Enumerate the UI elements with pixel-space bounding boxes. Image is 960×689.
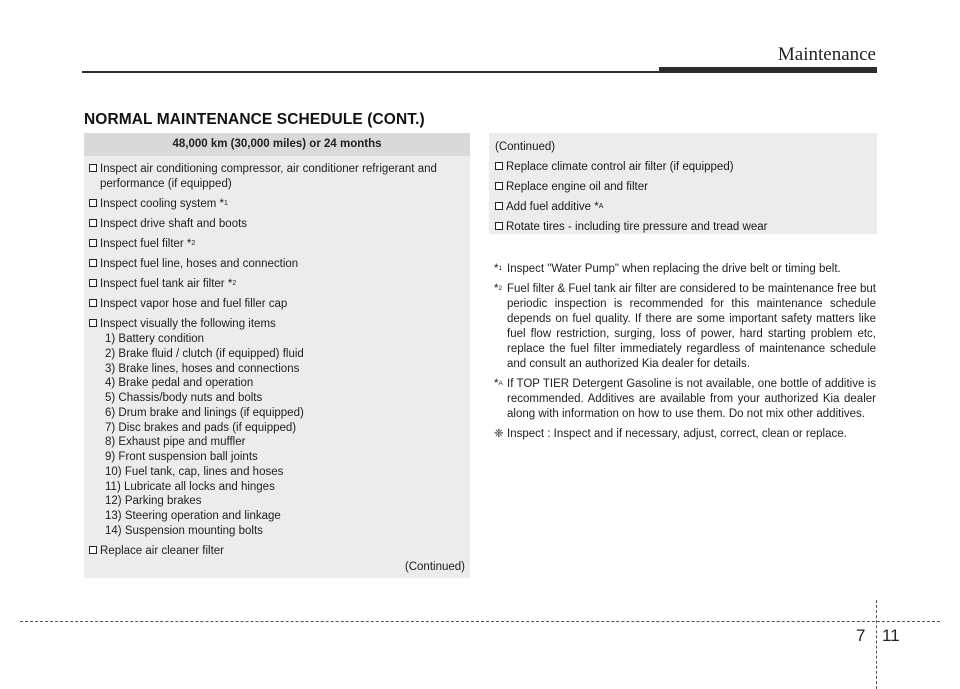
list-item: [89, 297, 470, 312]
footnote-mark: 1: [224, 200, 228, 207]
item-text: Inspect cooling system *: [100, 198, 225, 210]
footnote-marker: *$^A$: [494, 378, 503, 390]
item-text: Inspect fuel tank air filter *: [100, 278, 233, 290]
list-item: [495, 220, 877, 235]
footnote-marker: ❈: [494, 428, 504, 440]
checkbox-icon: [89, 279, 97, 287]
visual-item: 14) Suspension mounting bolts: [105, 524, 263, 537]
item-text: Rotate tires - including tire pressure and tread wear: [506, 221, 768, 233]
footnotes: [494, 262, 876, 447]
footnote: [494, 282, 876, 372]
schedule-interval-heading: 48,000 km (30,000 miles) or 24 months: [84, 133, 470, 156]
footer-divider: [876, 600, 877, 689]
footnote: [494, 262, 876, 277]
page-number: 11: [882, 626, 900, 645]
right-schedule-panel: [489, 133, 877, 234]
visual-item: 8) Exhaust pipe and muffler: [105, 436, 246, 449]
item-text: Inspect vapor hose and fuel filler cap: [100, 298, 288, 310]
checkbox-icon: [89, 259, 97, 267]
header-title: Maintenance: [777, 44, 876, 65]
left-schedule-panel: [84, 133, 470, 578]
checkbox-icon: [89, 319, 97, 327]
right-item-list: [489, 154, 877, 235]
list-item: [495, 160, 877, 175]
checkbox-icon: [89, 219, 97, 227]
checkbox-icon: [89, 546, 97, 554]
chapter-number: 7: [856, 626, 866, 645]
visual-item: 13) Steering operation and linkage: [105, 510, 281, 522]
list-item: [89, 162, 470, 192]
checkbox-icon: [89, 239, 97, 247]
visual-item: 2) Brake fluid / clutch (if equipped) fluid: [105, 347, 304, 360]
section-title: NORMAL MAINTENANCE SCHEDULE (CONT.): [84, 111, 425, 128]
visual-item: 1) Battery condition: [105, 333, 205, 345]
left-item-list: [84, 156, 470, 559]
footnote-text: If TOP TIER Detergent Gasoline is not available, one bottle of additive is recommended. Additives are available from your authorized Kia dealer along with information on how to use them. Do not mix other additives.: [507, 378, 876, 420]
footnote-mark: A: [598, 203, 604, 210]
list-item: [89, 237, 470, 252]
visual-item: 7) Disc brakes and pads (if equipped): [105, 421, 297, 434]
list-item: [89, 544, 470, 559]
checkbox-icon: [495, 202, 503, 210]
visual-item: 5) Chassis/body nuts and bolts: [105, 392, 263, 404]
header-bar: [659, 67, 877, 73]
footnote-marker: *$^2$: [494, 283, 503, 295]
footnote-marker: *$^1$: [494, 263, 503, 275]
footnote-text: Fuel filter & Fuel tank air filter are considered to be maintenance free but periodic inspection is recommended for this maintenance schedule depends on fuel quality. If there are some important safety matters like fuel flow restriction, surging, loss of power, hard starting problem etc, replace the fuel filter immediately regardless of maintenance schedule and consult an authorized Kia dealer for details.: [507, 283, 876, 370]
visual-item: 10) Fuel tank, cap, lines and hoses: [105, 465, 284, 478]
list-item: [495, 180, 877, 195]
continued-label: (Continued): [495, 141, 556, 153]
item-text: Add fuel additive *: [506, 201, 599, 213]
visual-inspection-list: [100, 332, 470, 539]
item-text: Inspect visually the following items: [100, 318, 276, 330]
footnote-mark: 2: [191, 240, 196, 247]
item-text: Replace air cleaner filter: [100, 544, 225, 557]
checkbox-icon: [495, 162, 503, 170]
footnote-text: Inspect "Water Pump" when replacing the drive belt or timing belt.: [507, 263, 841, 275]
visual-item: 3) Brake lines, hoses and connections: [105, 362, 300, 375]
checkbox-icon: [495, 222, 503, 230]
header-rule: [82, 71, 659, 73]
footnote: [494, 377, 876, 422]
footnote-text: Inspect : Inspect and if necessary, adjust, correct, clean or replace.: [507, 428, 847, 440]
list-item: [89, 257, 470, 272]
item-text: Replace engine oil and filter: [506, 181, 648, 193]
footer-rule: [20, 621, 940, 622]
list-item: [89, 217, 470, 232]
visual-item: 9) Front suspension ball joints: [105, 451, 258, 463]
checkbox-icon: [495, 182, 503, 190]
item-text: Inspect air conditioning compressor, air conditioner refrigerant and performance (if equipped): [100, 163, 437, 190]
visual-item: 6) Drum brake and linings (if equipped): [105, 406, 304, 419]
visual-item: 11) Lubricate all locks and hinges: [105, 480, 275, 493]
item-text: Replace climate control air filter (if equipped): [506, 161, 734, 173]
item-text: Inspect fuel filter *: [100, 238, 192, 250]
list-item: [89, 317, 470, 539]
footnote-mark: 2: [232, 280, 237, 287]
footnote: [494, 427, 876, 442]
continued-label: (Continued): [404, 561, 465, 573]
checkbox-icon: [89, 299, 97, 307]
checkbox-icon: [89, 164, 97, 172]
list-item: [89, 197, 470, 212]
item-text: Inspect drive shaft and boots: [100, 218, 248, 230]
visual-item: 4) Brake pedal and operation: [105, 377, 254, 390]
item-text: Inspect fuel line, hoses and connection: [100, 258, 299, 270]
list-item: [495, 200, 877, 215]
list-item: [89, 277, 470, 292]
visual-item: 12) Parking brakes: [105, 495, 202, 508]
checkbox-icon: [89, 199, 97, 207]
